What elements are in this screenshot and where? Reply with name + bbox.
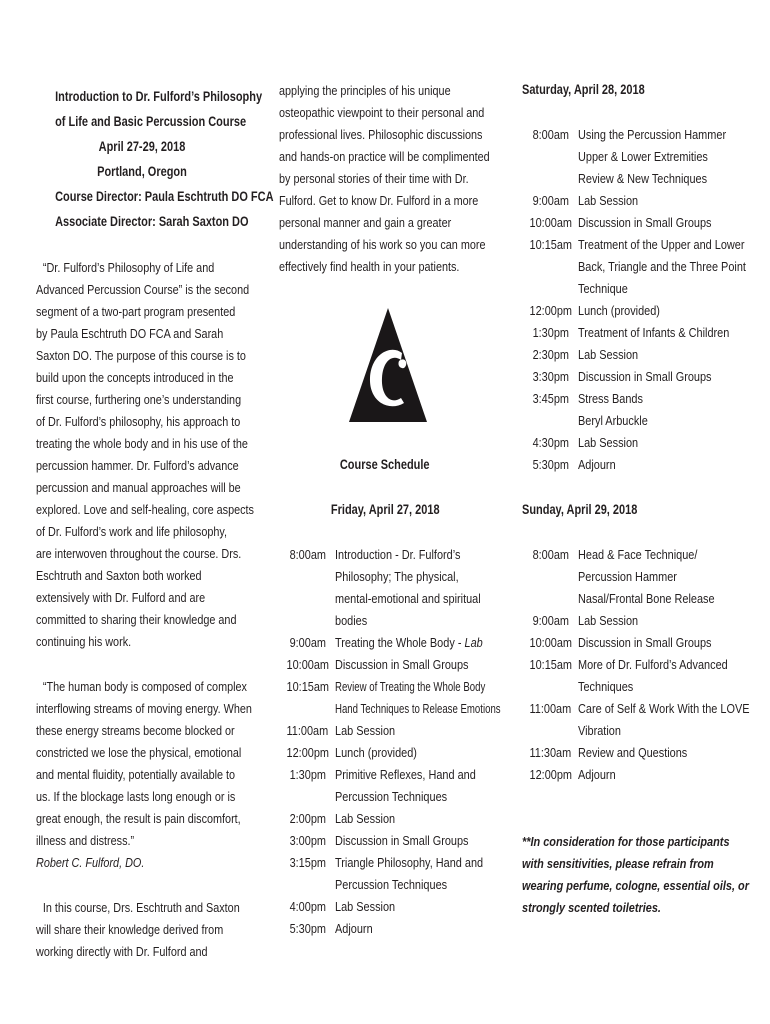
schedule-row <box>279 786 559 808</box>
intro-line: are interwoven throughout the course. Drs. <box>36 547 242 561</box>
friday-title-text: Friday, April 27, 2018 <box>330 502 440 517</box>
schedule-time: 10:15am <box>529 237 573 252</box>
schedule-description-text: Discussion in Small Groups <box>578 369 712 384</box>
schedule-description-text: Review and Questions <box>578 745 688 760</box>
schedule-description <box>578 190 638 212</box>
schedule-time: 12:00pm <box>529 303 573 318</box>
schedule-row <box>522 566 770 588</box>
schedule-description-text: Primitive Reflexes, Hand and <box>335 767 476 782</box>
lab-label: Lab <box>464 635 483 650</box>
schedule-row <box>279 676 559 698</box>
schedule-row <box>522 632 770 654</box>
schedule-time <box>530 566 569 588</box>
schedule-description-text: Hand Techniques to Release Emotions <box>335 701 501 716</box>
schedule-row <box>522 544 770 566</box>
schedule-description <box>578 566 677 588</box>
schedule-row <box>279 654 559 676</box>
saturday-schedule <box>522 124 770 476</box>
schedule-description-text: Using the Percussion Hammer <box>578 127 727 142</box>
schedule-row <box>279 742 559 764</box>
schedule-row <box>279 720 559 742</box>
schedule-description <box>578 544 697 566</box>
schedule-description <box>578 212 712 234</box>
schedule-description-text: Nasal/Frontal Bone Release <box>578 591 715 606</box>
saturday-title-text: Saturday, April 28, 2018 <box>522 82 645 97</box>
intro-paragraph <box>36 257 254 653</box>
schedule-row <box>522 256 770 278</box>
intro-line: Eschtruth and Saxton both worked <box>36 569 202 583</box>
schedule-description <box>335 918 373 940</box>
closing-line: professional lives. Philosophic discussions <box>279 128 483 142</box>
quote-line: illness and distress.” <box>36 834 135 848</box>
schedule-time <box>287 566 326 588</box>
closing-line: Fulford. Get to know Dr. Fulford in a more <box>279 194 479 208</box>
quote-paragraph <box>36 676 252 874</box>
schedule-description-text: Lab Session <box>578 347 639 362</box>
schedule-row <box>522 454 770 476</box>
schedule-row <box>522 654 770 676</box>
schedule-time: 10:15am <box>529 657 573 672</box>
closing-line: effectively find health in your patients. <box>279 260 460 274</box>
schedule-description <box>335 588 481 610</box>
schedule-row <box>279 874 559 896</box>
schedule-time: 10:00am <box>529 215 573 230</box>
schedule-description-text: Discussion in Small Groups <box>578 635 712 650</box>
schedule-row <box>279 808 559 830</box>
schedule-row <box>279 830 559 852</box>
schedule-description <box>578 322 729 344</box>
intro-line: by Paula Eschtruth DO FCA and Sarah <box>36 327 224 341</box>
schedule-description <box>335 544 460 566</box>
schedule-description-text: More of Dr. Fulford’s Advanced <box>578 657 728 672</box>
schedule-time <box>530 256 569 278</box>
schedule-time: 11:30am <box>529 745 572 760</box>
schedule-title <box>279 457 491 472</box>
closing-line: understanding of his work so you can more <box>279 238 486 252</box>
schedule-time <box>287 588 326 610</box>
schedule-row <box>522 676 770 698</box>
schedule-time: 5:30pm <box>289 921 326 936</box>
schedule-row <box>279 764 559 786</box>
schedule-row <box>279 544 559 566</box>
intro-line: build upon the concepts introduced in the <box>36 371 234 385</box>
quote-line: great enough, the result is pain discomfort, <box>36 812 241 826</box>
schedule-time: 11:00am <box>286 723 329 738</box>
schedule-description-text: Lab Session <box>335 811 396 826</box>
saturday-title <box>522 82 742 97</box>
sunday-title <box>522 502 742 517</box>
schedule-row <box>522 764 770 786</box>
schedule-description-text: Adjourn <box>578 457 616 472</box>
schedule-description-text: Adjourn <box>335 921 373 936</box>
closing-line: and hands-on practice will be complimented <box>279 150 490 164</box>
schedule-description <box>335 632 483 654</box>
closing-line: In this course, Drs. Eschtruth and Saxton <box>42 901 240 915</box>
schedule-description <box>578 366 712 388</box>
schedule-row <box>522 366 770 388</box>
schedule-description <box>335 830 469 852</box>
schedule-row <box>279 632 559 654</box>
schedule-description <box>578 388 643 410</box>
schedule-time <box>530 588 569 610</box>
closing-paragraph-end <box>279 80 490 278</box>
schedule-description <box>335 654 469 676</box>
closing-paragraph-start <box>36 897 247 963</box>
schedule-time: 9:00am <box>532 193 569 208</box>
schedule-description-text: Treating the Whole Body - <box>335 635 465 650</box>
course-title-line-1: Introduction to Dr. Fulford’s Philosophy <box>55 89 263 104</box>
schedule-description-text: Percussion Hammer <box>578 569 677 584</box>
schedule-description <box>578 124 726 146</box>
schedule-time <box>287 698 326 720</box>
schedule-row <box>522 610 770 632</box>
quote-author: Robert C. Fulford, DO. <box>36 856 145 870</box>
quote-line: “The human body is composed of complex <box>42 680 247 694</box>
note-line: wearing perfume, cologne, essential oils, or <box>522 878 749 893</box>
intro-line: committed to sharing their knowledge and <box>36 613 237 627</box>
schedule-time: 4:30pm <box>532 435 569 450</box>
schedule-time: 1:30pm <box>289 767 326 782</box>
schedule-row <box>522 344 770 366</box>
schedule-description-text: Percussion Techniques <box>335 877 448 892</box>
schedule-time: 3:45pm <box>532 391 569 406</box>
schedule-description-text: Introduction - Dr. Fulford’s <box>335 547 461 562</box>
note-line: with sensitivities, please refrain from <box>522 856 714 871</box>
schedule-description-text: Review & New Techniques <box>578 171 708 186</box>
schedule-description <box>578 256 746 278</box>
schedule-description <box>578 432 638 454</box>
schedule-row <box>522 300 770 322</box>
schedule-description <box>578 410 648 432</box>
note-line: strongly scented toiletries. <box>522 900 661 915</box>
schedule-description <box>335 566 459 588</box>
schedule-description-text: Lab Session <box>578 613 639 628</box>
schedule-time <box>530 720 569 742</box>
schedule-time: 10:00am <box>286 657 330 672</box>
sunday-schedule <box>522 544 770 786</box>
quote-line: constricted we lose the physical, emotional <box>36 746 242 760</box>
schedule-description <box>335 742 417 764</box>
schedule-time <box>530 676 569 698</box>
schedule-description-text: Triangle Philosophy, Hand and <box>335 855 484 870</box>
intro-line: continuing his work. <box>36 635 132 649</box>
schedule-description-text: Head & Face Technique/ <box>578 547 698 562</box>
schedule-title-text: Course Schedule <box>340 457 430 472</box>
schedule-description <box>578 168 707 190</box>
schedule-row <box>522 124 770 146</box>
schedule-description <box>578 610 638 632</box>
course-title-line-2: of Life and Basic Percussion Course <box>55 114 247 129</box>
closing-line: personal manner and gain a greater <box>279 216 452 230</box>
schedule-description <box>335 896 395 918</box>
schedule-description <box>335 874 447 896</box>
schedule-row <box>522 212 770 234</box>
schedule-description-text: bodies <box>335 613 368 628</box>
fragrance-note <box>522 831 770 919</box>
schedule-row <box>522 234 770 256</box>
schedule-time <box>287 874 326 896</box>
schedule-description-text: Philosophy; The physical, <box>335 569 459 584</box>
schedule-row <box>522 190 770 212</box>
schedule-row <box>279 566 559 588</box>
schedule-description <box>578 146 708 168</box>
schedule-description-text: Discussion in Small Groups <box>335 833 469 848</box>
schedule-time: 4:00pm <box>289 899 326 914</box>
schedule-description-text: Review of Treating the Whole Body <box>335 679 486 694</box>
schedule-description <box>335 786 447 808</box>
quote-line: interflowing streams of moving energy. When <box>36 702 252 716</box>
schedule-time: 11:00am <box>529 701 572 716</box>
schedule-time: 3:30pm <box>532 369 569 384</box>
schedule-row <box>279 698 559 720</box>
sunday-title-text: Sunday, April 29, 2018 <box>522 502 638 517</box>
schedule-description-text: Lab Session <box>578 435 639 450</box>
course-dates: April 27-29, 2018 <box>98 139 186 154</box>
schedule-description <box>578 234 745 256</box>
friday-schedule <box>279 544 559 940</box>
schedule-description <box>335 610 367 632</box>
schedule-time: 5:30pm <box>532 457 569 472</box>
schedule-row <box>522 742 770 764</box>
schedule-time <box>530 278 569 300</box>
intro-line: of Dr. Fulford’s philosophy, his approach to <box>36 415 241 429</box>
schedule-description-text: Lab Session <box>335 899 396 914</box>
intro-line: of Dr. Fulford’s work and life philosophy, <box>36 525 228 539</box>
schedule-row <box>522 388 770 410</box>
schedule-description-text: Discussion in Small Groups <box>335 657 469 672</box>
schedule-row <box>279 610 559 632</box>
schedule-time: 10:00am <box>529 635 573 650</box>
schedule-description <box>578 588 715 610</box>
quote-line: these energy streams become blocked or <box>36 724 235 738</box>
closing-line: will share their knowledge derived from <box>36 923 224 937</box>
schedule-row <box>522 146 770 168</box>
closing-line: by personal stories of their time with Dr. <box>279 172 469 186</box>
schedule-time <box>287 610 326 632</box>
course-header <box>36 84 274 234</box>
schedule-description-text: Treatment of Infants & Children <box>578 325 730 340</box>
schedule-description-text: Upper & Lower Extremities <box>578 149 708 164</box>
schedule-description-text: Lab Session <box>335 723 396 738</box>
schedule-time: 1:30pm <box>532 325 569 340</box>
schedule-description-text: Percussion Techniques <box>335 789 448 804</box>
intro-line: “Dr. Fulford’s Philosophy of Life and <box>42 261 215 275</box>
schedule-row <box>279 852 559 874</box>
schedule-description <box>578 764 616 786</box>
schedule-row <box>522 698 770 720</box>
schedule-time: 8:00am <box>289 547 326 562</box>
schedule-description-text: Vibration <box>578 723 621 738</box>
schedule-row <box>522 278 770 300</box>
schedule-description <box>578 742 687 764</box>
schedule-description-text: Techniques <box>578 679 634 694</box>
schedule-description <box>335 852 483 874</box>
schedule-description <box>578 654 728 676</box>
schedule-time: 3:15pm <box>289 855 326 870</box>
note-line: **In consideration for those participants <box>522 834 730 849</box>
friday-title <box>279 502 491 517</box>
schedule-time <box>530 146 569 168</box>
schedule-time: 8:00am <box>532 127 569 142</box>
intro-line: percussion and manual approaches will be <box>36 481 241 495</box>
intro-line: percussion hammer. Dr. Fulford’s advance <box>36 459 239 473</box>
schedule-description <box>578 454 616 476</box>
schedule-description <box>578 344 638 366</box>
schedule-description-text: Lunch (provided) <box>578 303 660 318</box>
intro-line: Advanced Percussion Course” is the second <box>36 283 250 297</box>
quote-line: and mental fluidity, potentially available to <box>36 768 236 782</box>
fulford-logo-icon <box>347 306 429 424</box>
schedule-description-text: mental-emotional and spiritual <box>335 591 481 606</box>
schedule-time: 12:00pm <box>286 745 330 760</box>
schedule-description <box>578 632 712 654</box>
schedule-description-text: Treatment of the Upper and Lower <box>578 237 745 252</box>
schedule-description-text: Lunch (provided) <box>335 745 417 760</box>
schedule-description <box>578 278 628 300</box>
schedule-description-text: Back, Triangle and the Three Point <box>578 259 746 274</box>
schedule-description-text: Discussion in Small Groups <box>578 215 712 230</box>
schedule-row <box>279 588 559 610</box>
schedule-row <box>522 432 770 454</box>
schedule-time: 2:30pm <box>532 347 569 362</box>
schedule-description <box>578 300 660 322</box>
schedule-row <box>279 918 559 940</box>
schedule-description <box>335 764 476 786</box>
schedule-description <box>335 676 485 698</box>
schedule-time <box>530 410 569 432</box>
closing-line: osteopathic viewpoint to their personal and <box>279 106 485 120</box>
closing-line: applying the principles of his unique <box>279 84 451 98</box>
associate-director: Associate Director: Sarah Saxton DO <box>55 214 249 229</box>
schedule-description-text: Stress Bands <box>578 391 643 406</box>
schedule-time: 9:00am <box>289 635 326 650</box>
schedule-time <box>287 786 326 808</box>
schedule-row <box>522 322 770 344</box>
schedule-row <box>279 896 559 918</box>
schedule-time: 8:00am <box>532 547 569 562</box>
schedule-description-text: Beryl Arbuckle <box>578 413 648 428</box>
schedule-time: 3:00pm <box>289 833 326 848</box>
closing-line: working directly with Dr. Fulford and <box>36 945 208 959</box>
intro-line: first course, furthering one’s understanding <box>36 393 242 407</box>
schedule-row <box>522 720 770 742</box>
schedule-description <box>335 808 395 830</box>
schedule-time: 12:00pm <box>529 767 573 782</box>
quote-line: us. If the blockage lasts long enough or is <box>36 790 236 804</box>
course-director: Course Director: Paula Eschtruth DO FCA <box>55 189 274 204</box>
schedule-row <box>522 168 770 190</box>
schedule-row <box>522 410 770 432</box>
schedule-description-text: Technique <box>578 281 628 296</box>
intro-line: extensively with Dr. Fulford and are <box>36 591 206 605</box>
intro-line: treating the whole body and in his use of the <box>36 437 248 451</box>
intro-line: Saxton DO. The purpose of this course is to <box>36 349 246 363</box>
schedule-time: 10:15am <box>286 679 330 694</box>
schedule-description <box>578 698 750 720</box>
schedule-description <box>335 698 501 720</box>
schedule-description <box>578 720 621 742</box>
schedule-row <box>522 588 770 610</box>
schedule-time: 2:00pm <box>289 811 326 826</box>
schedule-description-text: Lab Session <box>578 193 639 208</box>
schedule-time: 9:00am <box>532 613 569 628</box>
schedule-description-text: Adjourn <box>578 767 616 782</box>
schedule-description <box>335 720 395 742</box>
schedule-description <box>578 676 633 698</box>
schedule-description-text: Care of Self & Work With the LOVE <box>578 701 750 716</box>
course-location: Portland, Oregon <box>97 164 187 179</box>
intro-line: segment of a two-part program presented <box>36 305 236 319</box>
intro-line: explored. Love and self-healing, core aspects <box>36 503 254 517</box>
schedule-time <box>530 168 569 190</box>
